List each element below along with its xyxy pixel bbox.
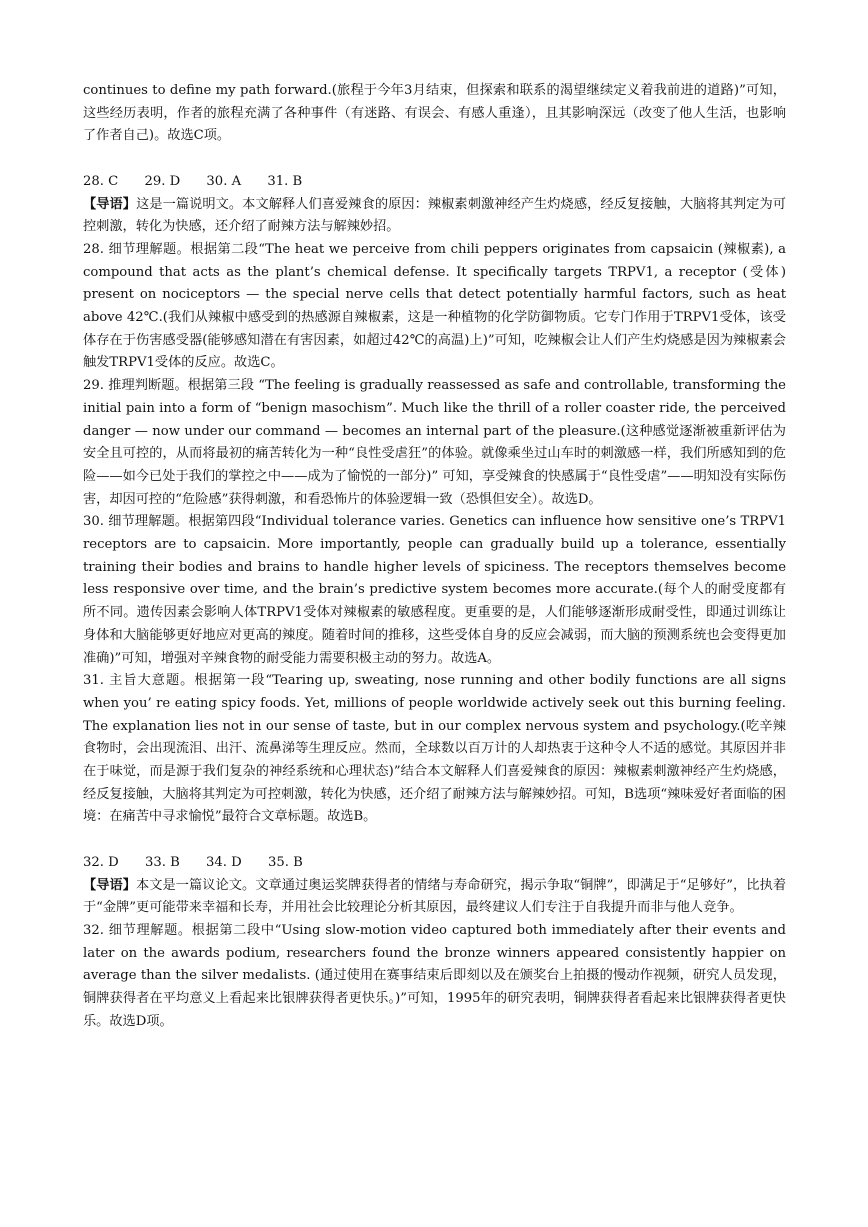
explanation-28: 28. 细节理解题。根据第二段“The heat we perceive from chili peppers originates from capsaicin (辣椒素), a compound that acts as the plant’s chemical defense. It specifically targets TRPV1, a receptor (受体) present on nociceptors — the special nerve cells that detect potentially harmful factors, such as heat above 42℃.(我们从辣椒中感受到的热感源自辣椒素，这是一种植物的化学防御物质。它专门作用于TRPV1受体，该受体存在于伤害感受器(能够感知潜在有害因素，如超过42℃的高温)上)”可知，吃辣椒会让人们产生灼烧感是因为辣椒素会触发TRPV1受体的反应。故选C。 [83, 241, 786, 371]
paragraph-previous-answer: continues to define my path forward.(旅程于今年3月结束，但探索和联系的渴望继续定义着我前进的道路)”可知，这些经历表明，作者的旅程充满了各种事件（有迷路、有误会、有感人重逢），且其影响深远（改变了他人生活，也影响了作者自己)。故选C项。 [83, 83, 786, 144]
explanation-31: 31. 主旨大意题。根据第一段“Tearing up, sweating, nose running and other bodily functions are all signs when you’ re eating spicy foods. Yet, millions of people worldwide actively seek out this burning feeling. The explanation lies not in our sense of taste, but in our complex nervous system and psychology.(吃辛辣食物时，会出现流泪、出汗、流鼻涕等生理反应。然而，全球数以百万计的人却热衷于这种令人不适的感觉。其原因并非在于味觉，而是源于我们复杂的神经系统和心理状态)”结合本文解释人们喜爱辣食的原因：辣椒素刺激神经产生灼烧感，经反复接触，大脑将其判定为可控刺激，转化为快感，还介绍了耐辣方法与解辣妙招。可知，B选项“辣味爱好者面临的困境：在痛苦中寻求愉悦”最符合文章标题。故选B。 [83, 673, 786, 825]
answer-35: 35. B [267, 854, 303, 870]
guide-text: 本文是一篇议论文。文章通过奥运奖牌获得者的情绪与寿命研究，揭示争取“铜牌”，即满足于“足够好”，比执着于“金牌”更可能带来幸福和长寿，并用社会比较理论分析其原因，最终建议人们专注于自我提升而非与他人竞争。 [83, 877, 787, 916]
explanation-32: 32. 细节理解题。根据第二段中“Using slow-motion video captured both immediately after their events and later on the awards podium, researchers found the bronze winners appeared consistently happier on average than the silver medalists. (通过使用在赛事结束后即刻以及在颁奖台上拍摄的慢动作视频，研究人员发现，铜牌获得者在平均意义上看起来比银牌获得者更快乐。)”可知，1995年的研究表明，铜牌获得者看起来比银牌获得者更快乐。故选D项。 [83, 922, 786, 1029]
guide-paragraph-28-31 [83, 194, 786, 239]
answer-key-28-31 [83, 171, 786, 194]
guide-paragraph-32-35 [83, 875, 786, 920]
guide-tag: 【导语】 [83, 877, 137, 893]
guide-text: 这是一篇说明文。本文解释人们喜爱辣食的原因：辣椒素刺激神经产生灼烧感，经反复接触，大脑将其判定为可控刺激，转化为快感，还介绍了耐辣方法与解辣妙招。 [83, 196, 786, 235]
explanation-29: 29. 推理判断题。根据第三段 “The feeling is gradually reassessed as safe and controllable, transforming the initial pain into a form of “benign masochism”. Much like the thrill of a roller coaster ride, the perceived danger — now under our command — becomes an internal part of the pleasure.(这种感觉逐渐被重新评估为安全且可控的，从而将最初的痛苦转化为一种“良性受虐狂”的体验。就像乘坐过山车时的刺激感一样，我们所感知到的危险——如今已处于我们的掌控之中——成为了愉悦的一部分)” 可知，享受辣食的快感属于“良性受虐”——明知没有实际伤害，却因可控的“危险感”获得刺激，和看恐怖片的体验逻辑一致（恐惧但安全）。故选D。 [83, 378, 786, 507]
answer-28: 28. C [83, 173, 119, 189]
document-page [83, 80, 786, 1034]
answer-29: 29. D [144, 173, 181, 189]
answer-key-32-35 [83, 852, 786, 875]
explanation-30: 30. 细节理解题。根据第四段“Individual tolerance varies. Genetics can influence how sensitive one’s TRPV1 receptors are to capsaicin. More importantly, people can gradually build up a tolerance, essentially training their bodies and brains to handle higher levels of spiciness. The receptors themselves become less responsive over time, and the brain’s predictive system becomes more accurate.(每个人的耐受度都有所不同。遗传因素会影响人体TRPV1受体对辣椒素的敏感程度。更重要的是，人们能够逐渐形成耐受性，即通过训练让身体和大脑能够更好地应对更高的辣度。随着时间的推移，这些受体自身的反应会减弱，而大脑的预测系统也会变得更加准确)”可知，增强对辛辣食物的耐受能力需要积极主动的努力。故选A。 [83, 514, 786, 666]
answer-32: 32. D [83, 854, 119, 870]
spacer [83, 148, 786, 171]
answer-31: 31. B [267, 173, 303, 189]
spacer [83, 829, 786, 852]
guide-tag: 【导语】 [83, 196, 137, 212]
answer-34: 34. D [206, 854, 242, 870]
answer-30: 30. A [206, 173, 242, 189]
answer-33: 33. B [144, 854, 180, 870]
